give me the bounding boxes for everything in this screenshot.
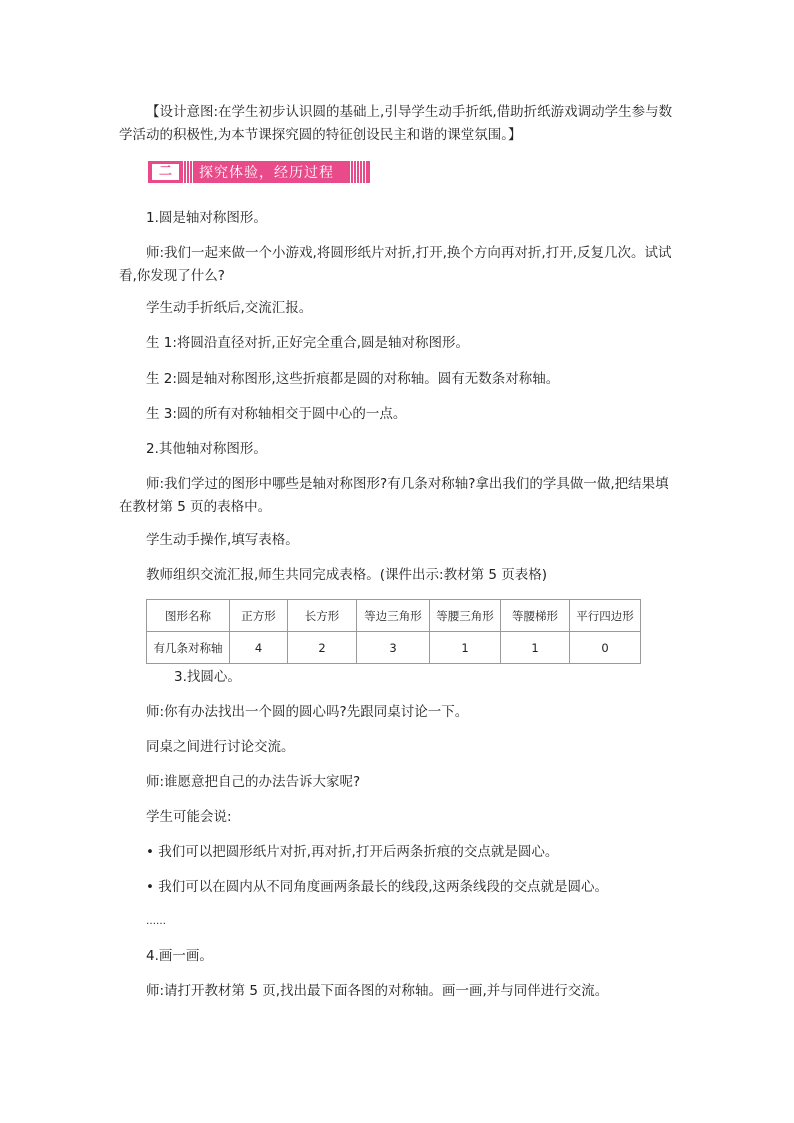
table-cell: 0: [570, 632, 641, 664]
table-cell: 1: [430, 632, 501, 664]
ellipsis: ……: [146, 916, 166, 927]
teacher-invite: 师:谁愿意把自己的办法告诉大家呢?: [146, 774, 361, 790]
section-heading: [148, 161, 370, 183]
students-may-say: 学生可能会说:: [146, 809, 232, 825]
symmetry-table: [146, 599, 641, 664]
table-cell: 平行四边形: [570, 600, 641, 632]
table-cell: 有几条对称轴: [147, 632, 230, 664]
student-3-answer: 生 3:圆的所有对称轴相交于圆中心的一点。: [146, 406, 407, 422]
heading-find-center: 3.找圆心。: [174, 669, 241, 685]
student-fill-table: 学生动手操作,填写表格。: [146, 532, 299, 548]
table-cell: 3: [357, 632, 430, 664]
bullet-draw-method: • 我们可以在圆内从不同角度画两条最长的线段,这两条线段的交点就是圆心。: [146, 879, 609, 895]
table-row: [147, 632, 641, 664]
section-title: 探究体验，经历过程: [199, 165, 334, 181]
section-number: 二: [158, 164, 172, 179]
teacher-organize: 教师组织交流汇报,师生共同完成表格。(课件出示:教材第 5 页表格): [146, 567, 548, 583]
table-cell: 长方形: [288, 600, 357, 632]
table-cell: 等腰三角形: [430, 600, 501, 632]
design-intent: 【设计意图:在学生初步认识圆的基础上,引导学生动手折纸,借助折纸游戏调动学生参与数学活动的积极性,为本节课探究圆的特征创设民主和谐的课堂氛围。】: [119, 104, 673, 143]
bullet-fold-method: • 我们可以把圆形纸片对折,再对折,打开后两条折痕的交点就是圆心。: [146, 844, 559, 860]
stripe-decoration: [183, 161, 195, 183]
teacher-question-center: 师:你有办法找出一个圆的圆心吗?先跟同桌讨论一下。: [146, 704, 469, 720]
teacher-draw-instruction: 师:请打开教材第 5 页,找出最下面各图的对称轴。画一画,并与同伴进行交流。: [146, 983, 609, 999]
desk-discussion: 同桌之间进行讨论交流。: [146, 739, 295, 755]
table-cell: 正方形: [230, 600, 288, 632]
student-fold-report: 学生动手折纸后,交流汇报。: [146, 300, 313, 316]
table-header-row: [147, 600, 641, 632]
student-2-answer: 生 2:圆是轴对称图形,这些折痕都是圆的对称轴。圆有无数条对称轴。: [146, 371, 560, 387]
teacher-paragraph-folding: 师:我们一起来做一个小游戏,将圆形纸片对折,打开,换个方向再对折,打开,反复几次。试试看,你发现了什么?: [119, 245, 672, 284]
heading-other-shapes: 2.其他轴对称图形。: [146, 441, 267, 457]
student-1-answer: 生 1:将圆沿直径对折,正好完全重合,圆是轴对称图形。: [146, 335, 470, 351]
section-number-box: [152, 164, 179, 180]
table-cell: 1: [501, 632, 570, 664]
table-cell: 等腰梯形: [501, 600, 570, 632]
table-cell: 2: [288, 632, 357, 664]
teacher-paragraph-shapes: 师:我们学过的图形中哪些是轴对称图形?有几条对称轴?拿出我们的学具做一做,把结果填在教材第 5 页的表格中。: [119, 476, 669, 515]
table-cell: 图形名称: [147, 600, 230, 632]
stripe-decoration-end: [350, 161, 366, 183]
table-cell: 4: [230, 632, 288, 664]
heading-draw: 4.画一画。: [146, 948, 213, 964]
heading-axis-symmetry: 1.圆是轴对称图形。: [146, 210, 267, 226]
table-cell: 等边三角形: [357, 600, 430, 632]
